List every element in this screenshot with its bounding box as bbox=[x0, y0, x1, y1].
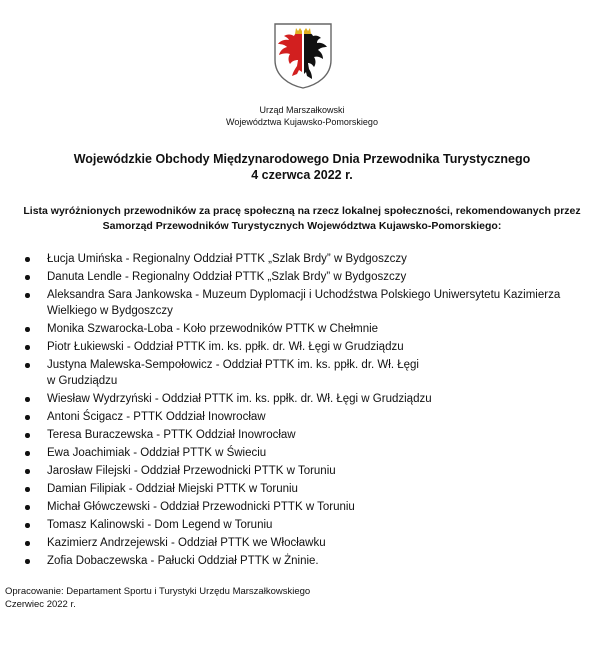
guide-entry: Aleksandra Sara Jankowska - Muzeum Dyplomacji i Uchodźstwa Polskiego Uniwersytetu Kazimierza bbox=[47, 289, 561, 301]
guide-entry: Jarosław Filejski - Oddział Przewodnicki PTTK w Toruniu bbox=[47, 465, 336, 477]
bullet-icon bbox=[25, 523, 30, 528]
list-item bbox=[22, 391, 596, 407]
bullet-icon bbox=[25, 469, 30, 474]
office-region: Województwa Kujawsko-Pomorskiego bbox=[226, 117, 378, 127]
document-footer bbox=[5, 585, 310, 611]
bullet-icon bbox=[25, 505, 30, 510]
bullet-icon bbox=[25, 559, 30, 564]
list-item bbox=[22, 269, 596, 285]
bullet-icon bbox=[25, 257, 30, 262]
list-item bbox=[22, 427, 596, 443]
guide-entry: Kazimierz Andrzejewski - Oddział PTTK we Włocławku bbox=[47, 537, 326, 549]
guide-entry-continued: Wielkiego w Bydgoszczy bbox=[47, 305, 173, 317]
bullet-icon bbox=[25, 541, 30, 546]
guide-entry: Teresa Buraczewska - PTTK Oddział Inowrocław bbox=[47, 429, 296, 441]
bullet-icon bbox=[25, 345, 30, 350]
list-introduction bbox=[0, 204, 604, 234]
coat-of-arms-icon bbox=[273, 22, 333, 90]
list-item bbox=[22, 445, 596, 461]
intro-line-1: Lista wyróżnionych przewodników za pracę społeczną na rzecz lokalnej społeczności, rekomendowanych przez bbox=[23, 205, 581, 217]
bullet-icon bbox=[25, 293, 30, 298]
list-item bbox=[22, 287, 596, 319]
guide-entry: Ewa Joachimiak - Oddział PTTK w Świeciu bbox=[47, 447, 267, 459]
guide-entry: Danuta Lendle - Regionalny Oddział PTTK „Szlak Brdy” w Bydgoszczy bbox=[47, 271, 407, 283]
document-title bbox=[0, 151, 604, 183]
bullet-icon bbox=[25, 451, 30, 456]
list-item bbox=[22, 553, 596, 569]
honored-guides-list bbox=[22, 251, 596, 569]
issuing-office bbox=[0, 104, 604, 128]
list-item bbox=[22, 409, 596, 425]
guide-entry: Zofia Dobaczewska - Pałucki Oddział PTTK w Żninie. bbox=[47, 555, 319, 567]
bullet-icon bbox=[25, 275, 30, 280]
guide-entry: Tomasz Kalinowski - Dom Legend w Toruniu bbox=[47, 519, 273, 531]
guide-entry: Justyna Malewska-Sempołowicz - Oddział PTTK im. ks. ppłk. dr. Wł. Łęgi bbox=[47, 359, 419, 371]
guide-entry: Łucja Umińska - Regionalny Oddział PTTK „Szlak Brdy” w Bydgoszczy bbox=[47, 253, 407, 265]
bullet-icon bbox=[25, 415, 30, 420]
list-item bbox=[22, 339, 596, 355]
list-item bbox=[22, 517, 596, 533]
list-item bbox=[22, 535, 596, 551]
guide-entry: Monika Szwarocka-Loba - Koło przewodników PTTK w Chełmnie bbox=[47, 323, 379, 335]
guide-entry: Michał Główczewski - Oddział Przewodnicki PTTK w Toruniu bbox=[47, 501, 355, 513]
list-item bbox=[22, 499, 596, 515]
prepared-by: Opracowanie: Departament Sportu i Turystyki Urzędu Marszałkowskiego bbox=[5, 586, 311, 597]
list-item bbox=[22, 251, 596, 267]
list-item bbox=[22, 481, 596, 497]
guide-entry: Antoni Ścigacz - PTTK Oddział Inowrocław bbox=[47, 411, 266, 423]
bullet-icon bbox=[25, 433, 30, 438]
event-name: Wojewódzkie Obchody Międzynarodowego Dnia Przewodnika Turystycznego bbox=[73, 152, 531, 166]
intro-line-2: Samorząd Przewodników Turystycznych Województwa Kujawsko-Pomorskiego: bbox=[102, 220, 502, 232]
office-name: Urząd Marszałkowski bbox=[259, 105, 345, 115]
bullet-icon bbox=[25, 327, 30, 332]
event-date: 4 czerwca 2022 r. bbox=[251, 168, 353, 182]
guide-entry: Piotr Łukiewski - Oddział PTTK im. ks. ppłk. dr. Wł. Łęgi w Grudziądzu bbox=[47, 341, 404, 353]
document-date: Czerwiec 2022 r. bbox=[5, 599, 76, 610]
bullet-icon bbox=[25, 487, 30, 492]
bullet-icon bbox=[25, 397, 30, 402]
bullet-icon bbox=[25, 363, 30, 368]
list-item bbox=[22, 357, 596, 389]
list-item bbox=[22, 463, 596, 479]
guide-entry: Wiesław Wydrzyński - Oddział PTTK im. ks. ppłk. dr. Wł. Łęgi w Grudziądzu bbox=[47, 393, 432, 405]
list-item bbox=[22, 321, 596, 337]
guide-entry-continued: w Grudziądzu bbox=[47, 375, 118, 387]
guide-entry: Damian Filipiak - Oddział Miejski PTTK w Toruniu bbox=[47, 483, 298, 495]
